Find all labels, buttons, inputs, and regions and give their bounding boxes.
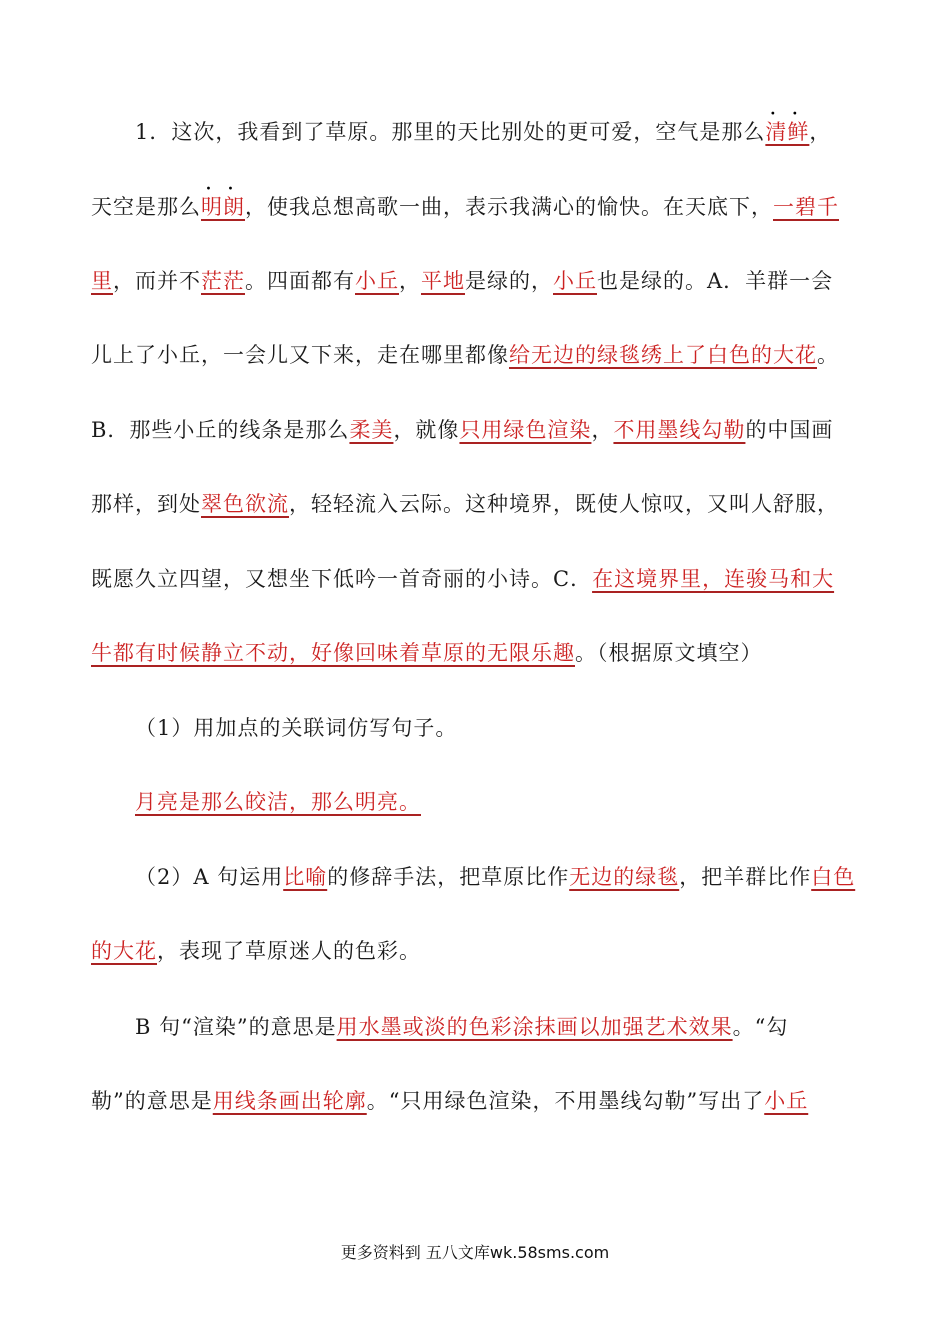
answer-blank: · · 清鲜 bbox=[765, 120, 809, 144]
answer-blank: · · 明朗 bbox=[201, 195, 245, 219]
question-line: 牛都有时候静立不动，好像回味着草原的无限乐趣。（根据原文填空） bbox=[91, 641, 763, 665]
question-line: 1．这次，我看到了草原。那里的天比别处的更可爱，空气是那么· · 清鲜， bbox=[135, 117, 831, 147]
question-line: 里，而并不茫茫。四面都有小丘，平地是绿的，小丘也是绿的。A．羊群一会 bbox=[91, 269, 834, 293]
answer-blank: 白色 bbox=[811, 865, 856, 889]
answer-blank: 只用绿色渲染 bbox=[459, 418, 592, 442]
answer-blank: 比喻 bbox=[283, 865, 328, 889]
answer-line bbox=[135, 787, 421, 817]
answer-blank: 里 bbox=[91, 269, 113, 293]
question-line: 勒”的意思是用线条画出轮廓。“只用绿色渲染，不用墨线勾勒”写出了小丘 bbox=[91, 1089, 809, 1113]
question-line: 既愿久立四望，又想坐下低吟一首奇丽的小诗。C．在这境界里，连骏马和大 bbox=[91, 567, 835, 591]
question-line: 天空是那么· · 明朗，使我总想高歌一曲，表示我满心的愉快。在天底下，一碧千 bbox=[91, 192, 839, 222]
answer-blank: 月亮是那么皎洁，那么明亮。 bbox=[135, 790, 421, 814]
question-line: 的大花，表现了草原迷人的色彩。 bbox=[91, 939, 421, 963]
question-line: （1）用加点的关联词仿写句子。 bbox=[135, 716, 458, 740]
answer-blank: 小丘 bbox=[355, 269, 399, 293]
answer-blank: 一碧千 bbox=[773, 195, 839, 219]
answer-blank: 柔美 bbox=[349, 418, 394, 442]
question-line: B．那些小丘的线条是那么柔美，就像只用绿色渲染，不用墨线勾勒的中国画 bbox=[91, 418, 834, 442]
answer-blank: 不用墨线勾勒 bbox=[613, 418, 746, 442]
answer-blank: 给无边的绿毯绣上了白色的大花 bbox=[509, 343, 817, 367]
answer-blank: 在这境界里，连骏马和大 bbox=[592, 567, 835, 591]
answer-blank: 茫茫 bbox=[201, 269, 245, 293]
answer-blank: 平地 bbox=[421, 269, 465, 293]
answer-blank: 牛都有时候静立不动，好像回味着草原的无限乐趣 bbox=[91, 641, 575, 665]
answer-blank: 翠色欲流 bbox=[201, 492, 289, 516]
answer-blank: 用线条画出轮廓 bbox=[212, 1089, 367, 1113]
answer-blank: 无边的绿毯 bbox=[569, 865, 680, 889]
question-line: B 句“渲染”的意思是用水墨或淡的色彩涂抹画以加强艺术效果。“勾 bbox=[135, 1015, 789, 1039]
page-footer: 更多资料到 五八文库wk.58sms.com bbox=[340, 1243, 610, 1262]
question-line: （2）A 句运用比喻的修辞手法，把草原比作无边的绿毯，把羊群比作白色 bbox=[135, 865, 856, 889]
question-line: 儿上了小丘，一会儿又下来，走在哪里都像给无边的绿毯绣上了白色的大花。 bbox=[91, 343, 839, 367]
answer-blank: 用水墨或淡的色彩涂抹画以加强艺术效果 bbox=[336, 1015, 733, 1039]
question-line: 那样，到处翠色欲流，轻轻流入云际。这种境界，既使人惊叹，又叫人舒服， bbox=[91, 492, 839, 516]
answer-blank: 小丘 bbox=[553, 269, 597, 293]
answer-blank: 的大花 bbox=[91, 939, 157, 963]
answer-blank: 小丘 bbox=[764, 1089, 809, 1113]
